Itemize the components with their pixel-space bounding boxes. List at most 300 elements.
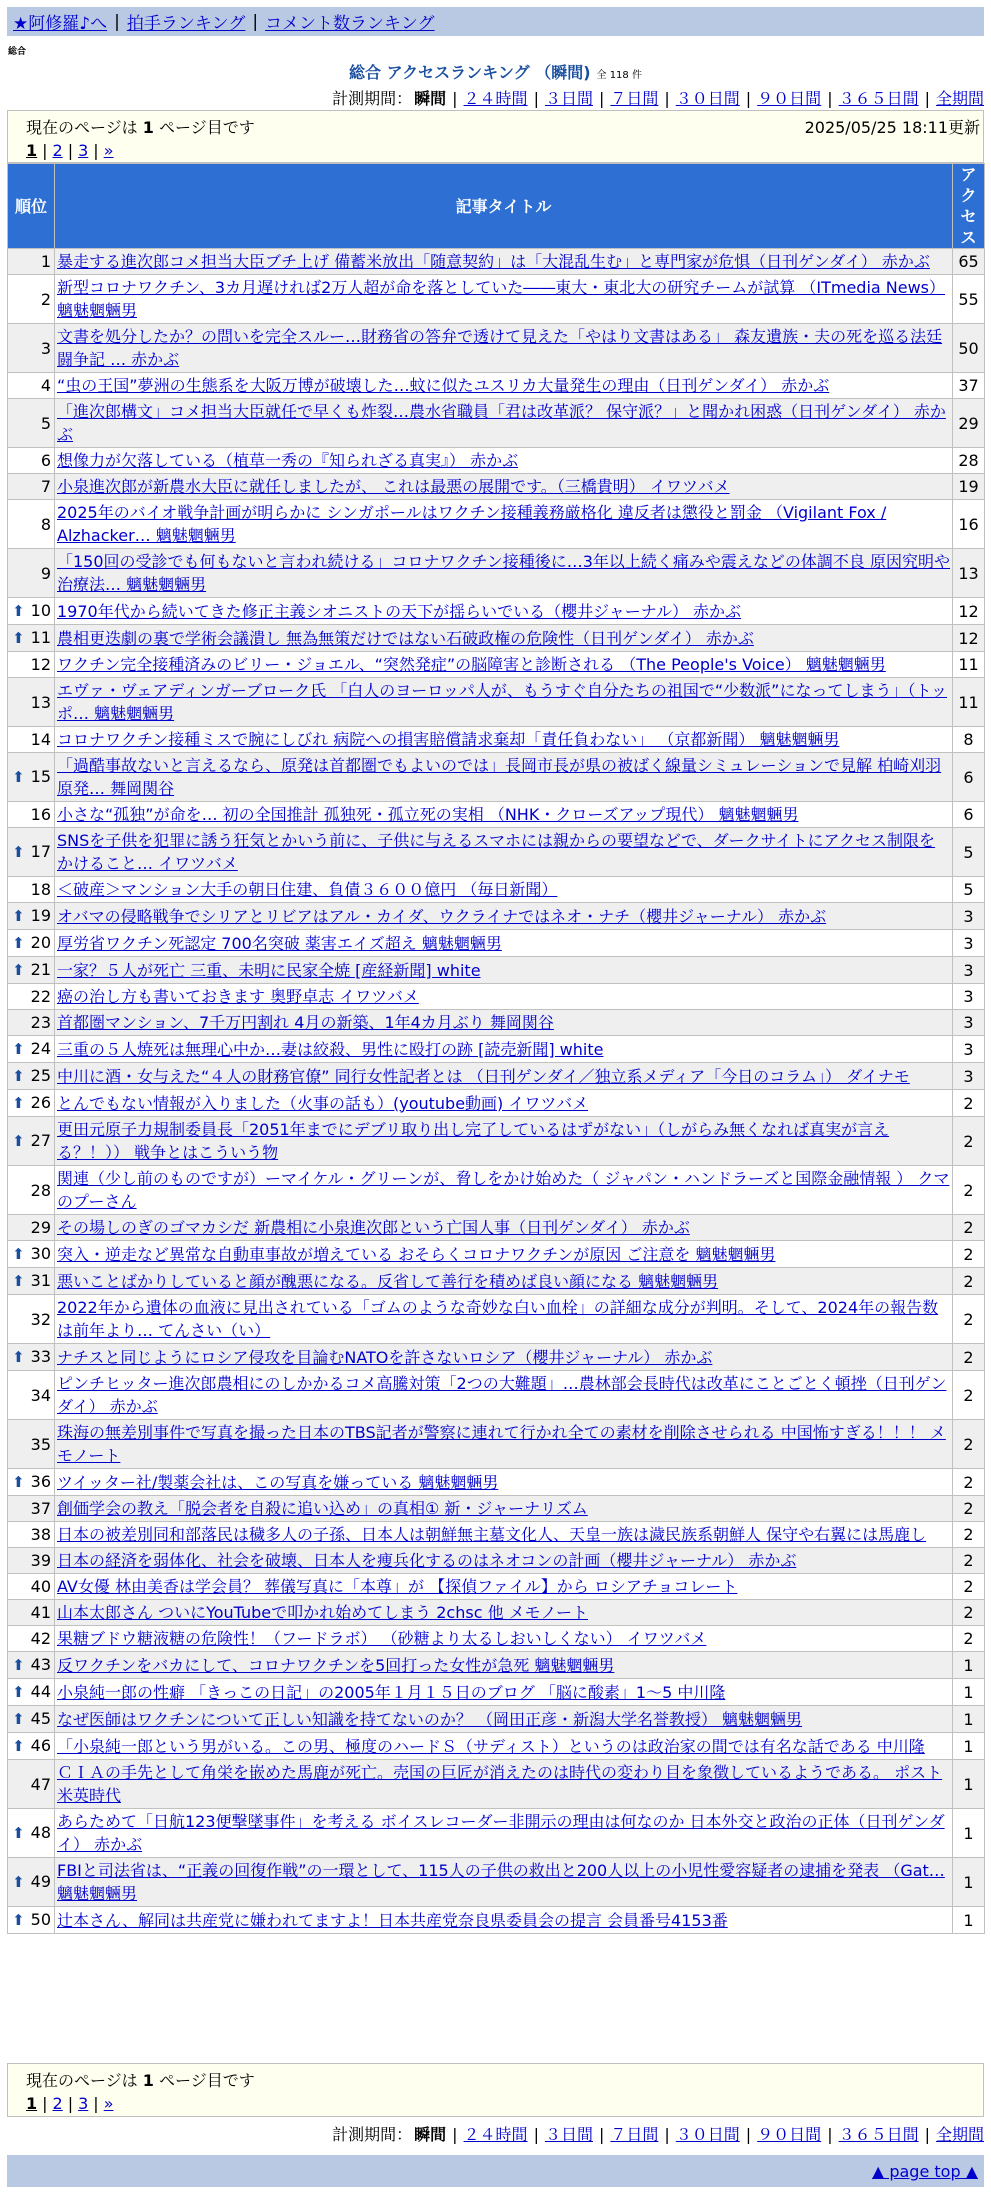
article-link[interactable]: 小泉純一郎の性癖 「きっこの日記」の2005年１月１５日のブログ 「脳に酸素」1～5 中川隆 — [57, 1682, 726, 1702]
rank-number: 30 — [30, 1244, 51, 1263]
access-count: 6 — [953, 802, 985, 828]
up-arrow-icon: ⬆ — [12, 1348, 25, 1366]
up-arrow-icon: ⬆ — [12, 768, 25, 786]
article-link[interactable]: 突入・逆走など異常な自動車事故が増えている おそらくコロナワクチンが原因 ご注意を 魑魅魍魎男 — [57, 1244, 776, 1264]
title-cell — [55, 802, 953, 828]
table-row — [8, 1574, 985, 1600]
access-count: 1 — [953, 1706, 985, 1733]
article-link[interactable]: 文書を処分したか？の問いを完全スルー…財務省の答弁で透けて見えた「やはり文書はある」 森友遺族・夫の死を巡る法廷闘争記 … 赤かぶ — [57, 327, 943, 369]
rank-number: 7 — [40, 477, 51, 496]
rank-cell — [8, 1420, 55, 1469]
table-row — [8, 1652, 985, 1679]
access-count: 5 — [953, 828, 985, 877]
access-count: 2 — [953, 1496, 985, 1522]
period-separator: | — [598, 89, 605, 108]
page-link-1[interactable]: 3 — [78, 2094, 89, 2113]
rank-number: 48 — [30, 1823, 51, 1842]
up-arrow-icon: ⬆ — [12, 1067, 25, 1085]
table-row — [8, 802, 985, 828]
article-link[interactable]: 中川に酒・女与えた“４人の財務官僚” 同行女性記者とは （日刊ゲンダイ／独立系メディア「今日のコラム」） ダイナモ — [57, 1066, 910, 1086]
rank-cell — [8, 1679, 55, 1706]
rank-cell — [8, 1733, 55, 1760]
title-cell — [55, 1760, 953, 1809]
rank-cell — [8, 275, 55, 324]
rank-number: 38 — [30, 1525, 51, 1544]
rank-number: 34 — [30, 1385, 51, 1405]
table-row — [8, 1733, 985, 1760]
article-link[interactable]: とんでもない情報が入りました（火事の話も）(youtube動画) イワツバメ — [57, 1093, 589, 1113]
access-count: 2 — [953, 1117, 985, 1166]
table-row — [8, 1907, 985, 1934]
rank-number: 21 — [30, 960, 51, 979]
access-count: 3 — [953, 1010, 985, 1036]
title-cell — [55, 1679, 953, 1706]
rank-cell — [8, 930, 55, 957]
access-count: 12 — [953, 598, 985, 625]
table-row — [8, 1268, 985, 1295]
rank-cell — [8, 1268, 55, 1295]
page-title: 総合 アクセスランキング （瞬間) — [349, 63, 591, 82]
rank-number: 35 — [30, 1434, 51, 1454]
rank-number: 2 — [40, 289, 51, 309]
current-page-text: 現在のページは 1 ページ目です — [26, 2071, 255, 2090]
table-row — [8, 399, 985, 448]
title-cell — [55, 1371, 953, 1420]
access-count: 2 — [953, 1268, 985, 1295]
title-cell — [55, 373, 953, 399]
table-row — [8, 1010, 985, 1036]
title-cell — [55, 1733, 953, 1760]
rank-number: 29 — [30, 1218, 51, 1237]
access-count: 12 — [953, 625, 985, 652]
access-count: 2 — [953, 1371, 985, 1420]
title-cell — [55, 1600, 953, 1626]
comment-ranking-link[interactable]: コメント数ランキング — [265, 14, 435, 34]
article-link[interactable]: “虫の王国”夢洲の生態系を大阪万博が破壊した…蚊に似たユスリカ大量発生の理由（日刊ゲンダイ） 赤かぶ — [57, 376, 830, 395]
rank-number: 23 — [30, 1013, 51, 1032]
period-separator: | — [745, 2125, 752, 2144]
article-link[interactable]: 三重の５人焼死は無理心中か…妻は絞殺、男性に殴打の跡 [読売新聞] white — [57, 1039, 604, 1059]
article-link[interactable]: 2025年のバイオ戦争計画が明らかに シンガポールはワクチン接種義務厳格化 違反者は懲役と罰金 （Vigilant Fox / Alzhacker… 魑魅魍魎男 — [57, 503, 887, 545]
table-row — [8, 930, 985, 957]
period-link-2[interactable]: ７日間 — [610, 89, 659, 108]
title-cell — [55, 957, 953, 984]
rank-number: 42 — [30, 1629, 51, 1648]
rank-number: 32 — [30, 1309, 51, 1329]
article-link[interactable]: 珠海の無差別事件で写真を撮った日本のTBS記者が警察に連れて行かれ全ての素材を削除させられる 中国怖すぎる！！！ メモノート — [57, 1423, 946, 1465]
title-cell — [55, 1166, 953, 1215]
table-row — [8, 1706, 985, 1733]
access-count: 55 — [953, 275, 985, 324]
rank-cell — [8, 877, 55, 903]
article-link[interactable]: ピンチヒッター進次郎農相にのしかかるコメ高騰対策「2つの大難題」…農林部会長時代は改革にことごとく頓挫（日刊ゲンダイ） 赤かぶ — [57, 1374, 947, 1416]
article-link[interactable]: 小さな“孤独”が命を… 初の全国推計 孤独死・孤立死の実相 （NHK・クローズアップ現代） 魑魅魍魎男 — [57, 805, 799, 824]
article-link[interactable]: 「150回の受診でも何もないと言われ続ける」コロナワクチン接種後に…3年以上続く痛みや震えなどの体調不良 原因究明や治療法… 魑魅魍魎男 — [57, 552, 951, 594]
page-link-2[interactable]: » — [103, 2094, 114, 2113]
period-current: 瞬間 — [414, 2125, 447, 2144]
rank-cell — [8, 448, 55, 474]
table-row — [8, 1522, 985, 1548]
rank-cell — [8, 828, 55, 877]
access-count: 2 — [953, 1469, 985, 1496]
rank-cell — [8, 1215, 55, 1241]
article-link[interactable]: 「進次郎構文」コメ担当大臣就任で早くも炸裂…農水省職員「君は改革派？ 保守派？」と聞かれ困惑（日刊ゲンダイ） 赤かぶ — [57, 402, 946, 444]
table-row — [8, 1469, 985, 1496]
category-label: 総合 — [8, 47, 27, 57]
rank-cell — [8, 1166, 55, 1215]
rank-number: 50 — [30, 1910, 51, 1929]
rank-cell — [8, 802, 55, 828]
rank-cell — [8, 678, 55, 727]
article-link[interactable]: ナチスと同じようにロシア侵攻を目論むNATOを許さないロシア（櫻井ジャーナル） 赤かぶ — [57, 1347, 713, 1367]
rank-number: 9 — [40, 563, 51, 583]
rank-cell — [8, 500, 55, 549]
up-arrow-icon: ⬆ — [12, 1272, 25, 1290]
rank-column-header: 順位 — [8, 164, 55, 249]
title-cell — [55, 1907, 953, 1934]
table-row — [8, 1215, 985, 1241]
table-row — [8, 1090, 985, 1117]
table-row — [8, 1295, 985, 1344]
period-separator: | — [533, 2125, 539, 2144]
rank-cell — [8, 903, 55, 930]
access-count: 3 — [953, 930, 985, 957]
title-column-header: 記事タイトル — [55, 164, 953, 249]
table-header-row — [8, 164, 985, 249]
rank-number: 37 — [30, 1499, 51, 1518]
rank-number: 46 — [30, 1736, 51, 1755]
title-cell — [55, 324, 953, 373]
access-count: 13 — [953, 549, 985, 598]
rank-cell — [8, 1371, 55, 1420]
rank-number: 44 — [30, 1682, 51, 1701]
rank-cell — [8, 1036, 55, 1063]
period-separator: | — [598, 2125, 605, 2144]
article-link[interactable]: 創価学会の教え「脱会者を自殺に追い込め」の真相① 新・ジャーナリズム — [57, 1499, 588, 1518]
title-cell — [55, 678, 953, 727]
rank-number: 33 — [30, 1347, 51, 1366]
rank-cell — [8, 1858, 55, 1907]
title-cell — [55, 275, 953, 324]
title-cell — [55, 1809, 953, 1858]
access-count: 8 — [953, 727, 985, 753]
table-row — [8, 598, 985, 625]
period-link-5[interactable]: ３６５日間 — [838, 89, 919, 108]
rank-cell — [8, 474, 55, 500]
rank-number: 25 — [30, 1066, 51, 1085]
rank-cell — [8, 1626, 55, 1652]
access-count: 2 — [953, 1295, 985, 1344]
up-arrow-icon: ⬆ — [12, 1911, 25, 1929]
rank-cell — [8, 957, 55, 984]
article-link[interactable]: ＜破産＞マンション大手の朝日住建、負債３６００億円 （毎日新聞） — [57, 880, 558, 899]
title-cell — [55, 727, 953, 753]
table-row — [8, 652, 985, 678]
current-page-text: 現在のページは 1 ページ目です — [26, 118, 255, 137]
access-count: 2 — [953, 1215, 985, 1241]
period-separator: | — [827, 89, 833, 108]
article-link[interactable]: 首都圏マンション、7千万円割れ 4月の新築、1年4カ月ぶり 舞岡関谷 — [57, 1013, 554, 1032]
article-link[interactable]: 日本の被差別同和部落民は穢多人の子孫、日本人は朝鮮無主墓文化人、天皇一族は濊民族系朝鮮人 保守や右翼には馬鹿し — [57, 1525, 927, 1544]
period-link-4[interactable]: ９０日間 — [757, 89, 822, 108]
page-link-1[interactable]: 3 — [78, 141, 89, 160]
period-link-3[interactable]: ３０日間 — [675, 89, 740, 108]
access-column-header: アクセス — [953, 164, 985, 249]
article-link[interactable]: 「小泉純一郎という男がいる。この男、極度のハードＳ（サディスト）というのは政治家の間では有名な話である 中川隆 — [57, 1736, 925, 1756]
rank-cell — [8, 373, 55, 399]
period-link-0[interactable]: ２４時間 — [463, 2125, 528, 2144]
rank-cell — [8, 1809, 55, 1858]
title-cell — [55, 1522, 953, 1548]
page-current: 1 — [26, 2094, 38, 2113]
article-link[interactable]: 農相更迭劇の裏で学術会議潰し 無為無策だけではない石破政権の危険性（日刊ゲンダイ） 赤かぶ — [57, 628, 754, 648]
page-current: 1 — [26, 141, 38, 160]
up-arrow-icon: ⬆ — [12, 1132, 25, 1150]
title-cell — [55, 474, 953, 500]
article-link[interactable]: 「過酷事故ないと言えるなら、原発は首都圏でもよいのでは」長岡市長が県の被ばく線量シミュレーションで見解 柏崎刈羽原発… 舞岡関谷 — [57, 756, 942, 798]
page-separator: | — [67, 2094, 74, 2113]
rank-number: 36 — [30, 1472, 51, 1491]
rank-number: 16 — [30, 805, 51, 824]
period-separator: | — [664, 2125, 670, 2144]
title-cell — [55, 984, 953, 1010]
period-separator: | — [452, 89, 458, 108]
table-row — [8, 727, 985, 753]
access-count: 1 — [953, 1907, 985, 1934]
nav-separator: | — [252, 11, 259, 32]
table-row — [8, 1679, 985, 1706]
article-link[interactable]: 想像力が欠落している（植草一秀の『知られざる真実』） 赤かぶ — [57, 451, 519, 470]
rank-number: 47 — [30, 1774, 51, 1794]
table-row — [8, 1858, 985, 1907]
article-link[interactable]: 関連（少し前のものですが）ーマイケル・グリーンが、脅しをかけ始めた（ ジャパン・ハンドラーズと国際金融情報 ） クマのプーさん — [57, 1169, 950, 1211]
period-link-1[interactable]: ３日間 — [544, 89, 593, 108]
up-arrow-icon: ⬆ — [12, 1094, 25, 1112]
article-link[interactable]: あらためて「日航123便撃墜事件」を考える ボイスレコーダー非開示の理由は何なのか 日本外交と政治の正体（日刊ゲンダイ） 赤かぶ — [57, 1812, 945, 1854]
rank-number: 10 — [30, 601, 51, 620]
page-separator: | — [42, 141, 48, 160]
article-link[interactable]: ＣＩＡの手先として角栄を嵌めた馬鹿が死亡。売国の巨匠が消えたのは時代の変わり目を象徴しているようである。 ポスト米英時代 — [57, 1763, 943, 1805]
title-cell — [55, 1496, 953, 1522]
bottom-bar — [7, 2155, 984, 2187]
table-row — [8, 1496, 985, 1522]
access-count: 11 — [953, 652, 985, 678]
article-link[interactable]: 悪いことばかりしていると顔が醜悪になる。反省して善行を積めば良い顔になる 魑魅魍魎男 — [57, 1271, 719, 1291]
rank-cell — [8, 1469, 55, 1496]
page-link-0[interactable]: 2 — [52, 2094, 63, 2113]
home-link[interactable]: ★阿修羅♪へ — [13, 14, 108, 34]
article-link[interactable]: 2022年から遺体の血液に見出されている「ゴムのような奇妙な白い血栓」の詳細な成分が判明。そして、2024年の報告数は前年より… てんさい（い） — [57, 1298, 939, 1340]
up-arrow-icon: ⬆ — [12, 629, 25, 647]
access-count: 6 — [953, 753, 985, 802]
title-cell — [55, 1858, 953, 1907]
article-link[interactable]: AV女優 林由美香は学会員？ 葬儀写真に「本尊」が 【探偵ファイル】から ロシアチョコレート — [57, 1577, 738, 1596]
period-link-6[interactable]: 全期間 — [935, 89, 984, 108]
period-link-1[interactable]: ３日間 — [544, 2125, 593, 2144]
access-count: 2 — [953, 1166, 985, 1215]
article-link[interactable]: 癌の治し方も書いておきます 奥野卓志 イワツバメ — [57, 987, 419, 1006]
title-cell — [55, 903, 953, 930]
title-cell — [55, 828, 953, 877]
article-link[interactable]: 果糖ブドウ糖液糖の危険性！（フードラボ） （砂糖より太るしおいしくない） イワツバメ — [57, 1629, 707, 1648]
page-separator: | — [93, 2094, 99, 2113]
table-row — [8, 1600, 985, 1626]
up-arrow-icon: ⬆ — [12, 1824, 25, 1842]
article-link[interactable]: 更田元原子力規制委員長「2051年までにデブリ取り出し完了しているはずがない」（しがらみ無くなれば真実が言える？！）） 戦争とはこういう物 — [57, 1120, 890, 1162]
table-row — [8, 678, 985, 727]
pagination-bottom — [26, 2094, 113, 2113]
rank-cell — [8, 549, 55, 598]
title-cell — [55, 249, 953, 275]
period-link-4[interactable]: ９０日間 — [757, 2125, 822, 2144]
article-link[interactable]: ツイッター社/製薬会社は、この写真を嫌っている 魑魅魍魎男 — [57, 1472, 499, 1492]
title-cell — [55, 877, 953, 903]
access-count: 37 — [953, 373, 985, 399]
rank-number: 41 — [30, 1603, 51, 1622]
article-link[interactable]: エヴァ・ヴェアディンガーブローク氏 「白人のヨーロッパ人が、もうすぐ自分たちの祖国で“少数派”になってしまう」（トッポ… 魑魅魍魎男 — [57, 681, 947, 723]
article-link[interactable]: 反ワクチンをバカにして、コロナワクチンを5回打った女性が急死 魑魅魍魎男 — [57, 1655, 615, 1675]
up-arrow-icon: ⬆ — [12, 1245, 25, 1263]
title-cell — [55, 1268, 953, 1295]
table-row — [8, 1626, 985, 1652]
item-count: 全 118 件 — [596, 70, 642, 81]
table-row — [8, 249, 985, 275]
table-row — [8, 753, 985, 802]
article-link[interactable]: 暴走する進次郎コメ担当大臣ブチ上げ 備蓄米放出「随意契約」は「大混乱生む」と専門家が危惧（日刊ゲンダイ） 赤かぶ — [57, 252, 930, 271]
title-cell — [55, 549, 953, 598]
article-link[interactable]: 1970年代から続いてきた修正主義シオニストの天下が揺らいでいる（櫻井ジャーナル） 赤かぶ — [57, 601, 742, 621]
access-count: 1 — [953, 1760, 985, 1809]
article-link[interactable]: 一家？５人が死亡 三重、未明に民家全焼 [産経新聞] white — [57, 960, 481, 980]
up-arrow-icon: ⬆ — [12, 961, 25, 979]
rank-cell — [8, 984, 55, 1010]
rank-cell — [8, 1117, 55, 1166]
rank-cell — [8, 1344, 55, 1371]
rank-cell — [8, 625, 55, 652]
rank-cell — [8, 753, 55, 802]
rank-cell — [8, 1010, 55, 1036]
period-selector-top — [332, 86, 984, 109]
article-link[interactable]: コロナワクチン接種ミスで腕にしびれ 病院への損害賠償請求棄却「責任負わない」 （京都新聞） 魑魅魍魎男 — [57, 730, 840, 749]
access-count: 1 — [953, 1733, 985, 1760]
period-separator: | — [745, 89, 752, 108]
rank-number: 40 — [30, 1577, 51, 1596]
period-link-2[interactable]: ７日間 — [610, 2125, 659, 2144]
rank-cell — [8, 652, 55, 678]
rank-cell — [8, 1574, 55, 1600]
table-row — [8, 500, 985, 549]
rank-number: 49 — [30, 1872, 51, 1891]
access-count: 2 — [953, 1548, 985, 1574]
period-link-5[interactable]: ３６５日間 — [838, 2125, 919, 2144]
access-count: 11 — [953, 678, 985, 727]
table-row — [8, 1166, 985, 1215]
article-link[interactable]: オバマの侵略戦争でシリアとリビアはアル・カイダ、ウクライナではネオ・ナチ（櫻井ジャーナル） 赤かぶ — [57, 906, 827, 926]
rank-number: 27 — [30, 1131, 51, 1150]
period-label: 計測期間： — [332, 89, 413, 108]
up-arrow-icon: ⬆ — [12, 907, 25, 925]
title-cell — [55, 598, 953, 625]
article-link[interactable]: なぜ医師はワクチンについて正しい知識を持てないのか？ （岡田正彦・新潟大学名誉教授） 魑魅魍魎男 — [57, 1709, 803, 1729]
title-cell — [55, 1574, 953, 1600]
rank-number: 15 — [30, 767, 51, 786]
rank-cell — [8, 1090, 55, 1117]
article-link[interactable]: 辻本さん、解同は共産党に嫌われてますよ！日本共産党奈良県委員会の提言 会員番号4153番 — [57, 1910, 728, 1930]
access-count: 3 — [953, 1063, 985, 1090]
title-cell — [55, 753, 953, 802]
rank-cell — [8, 399, 55, 448]
table-row — [8, 1371, 985, 1420]
table-row — [8, 877, 985, 903]
table-row — [8, 1809, 985, 1858]
rank-number: 31 — [30, 1271, 51, 1290]
title-cell — [55, 1063, 953, 1090]
title-cell — [55, 1117, 953, 1166]
title-cell — [55, 1241, 953, 1268]
access-count: 65 — [953, 249, 985, 275]
title-cell — [55, 930, 953, 957]
table-row — [8, 1548, 985, 1574]
rank-cell — [8, 324, 55, 373]
rank-cell — [8, 1496, 55, 1522]
title-cell — [55, 448, 953, 474]
period-separator: | — [924, 89, 930, 108]
period-link-0[interactable]: ２４時間 — [463, 89, 528, 108]
rank-number: 28 — [30, 1180, 51, 1200]
table-row — [8, 1241, 985, 1268]
article-link[interactable]: 新型コロナワクチン、3カ月遅ければ2万人超が命を落としていた――東大・東北大の研究チームが試算 （ITmedia News） 魑魅魍魎男 — [57, 278, 946, 320]
article-link[interactable]: SNSを子供を犯罪に誘う狂気とかいう前に、子供に与えるスマホには親からの要望などで、ダークサイトにアクセス制限をかけること… イワツバメ — [57, 831, 936, 873]
period-separator: | — [452, 2125, 458, 2144]
up-arrow-icon: ⬆ — [12, 843, 25, 861]
access-count: 50 — [953, 324, 985, 373]
up-arrow-icon: ⬆ — [12, 1040, 25, 1058]
title-cell — [55, 1706, 953, 1733]
rank-number: 45 — [30, 1709, 51, 1728]
page-separator: | — [42, 2094, 48, 2113]
period-link-3[interactable]: ３０日間 — [675, 2125, 740, 2144]
page-link-2[interactable]: » — [103, 141, 114, 160]
period-label: 計測期間： — [332, 2125, 413, 2144]
article-link[interactable]: 小泉進次郎が新農水大臣に就任しましたが、 これは最悪の展開です。（三橋貴明） イワツバメ — [57, 477, 730, 496]
access-count: 1 — [953, 1809, 985, 1858]
period-current: 瞬間 — [414, 89, 447, 108]
access-count: 1 — [953, 1652, 985, 1679]
access-count: 29 — [953, 399, 985, 448]
rank-number: 20 — [30, 933, 51, 952]
clap-ranking-link[interactable]: 拍手ランキング — [126, 14, 246, 34]
access-count: 16 — [953, 500, 985, 549]
period-link-6[interactable]: 全期間 — [935, 2125, 984, 2144]
rank-cell — [8, 1241, 55, 1268]
article-link[interactable]: 山本太郎さん ついにYouTubeで叩かれ始めてしまう 2chsc 他 メモノート — [57, 1603, 589, 1622]
page-link-0[interactable]: 2 — [52, 141, 63, 160]
article-link[interactable]: ワクチン完全接種済みのビリー・ジョエル、“突然発症”の脳障害と診断される （The People's Voice） 魑魅魍魎男 — [57, 655, 886, 674]
table-row — [8, 828, 985, 877]
title-cell — [55, 1548, 953, 1574]
title-cell — [55, 1215, 953, 1241]
article-link[interactable]: 日本の経済を弱体化、社会を破壊、日本人を痩兵化するのはネオコンの計画（櫻井ジャーナル） 赤かぶ — [57, 1551, 797, 1570]
article-link[interactable]: 厚労省ワクチン死認定 700名突破 薬害エイズ超え 魑魅魍魎男 — [57, 933, 502, 953]
article-link[interactable]: その場しのぎのゴマカシだ 新農相に小泉進次郎という亡国人事（日刊ゲンダイ） 赤かぶ — [57, 1218, 690, 1237]
rank-number: 18 — [30, 880, 51, 899]
page-top-link[interactable]: ▲ page top ▲ — [871, 2162, 978, 2181]
article-link[interactable]: FBIと司法省は、“正義の回復作戦”の一環として、115人の子供の救出と200人以上の小児性愛容疑者の逮捕を発表 （Gat… 魑魅魍魎男 — [57, 1861, 945, 1903]
access-count: 2 — [953, 1420, 985, 1469]
title-cell — [55, 500, 953, 549]
page-separator: | — [93, 141, 99, 160]
access-count: 5 — [953, 877, 985, 903]
